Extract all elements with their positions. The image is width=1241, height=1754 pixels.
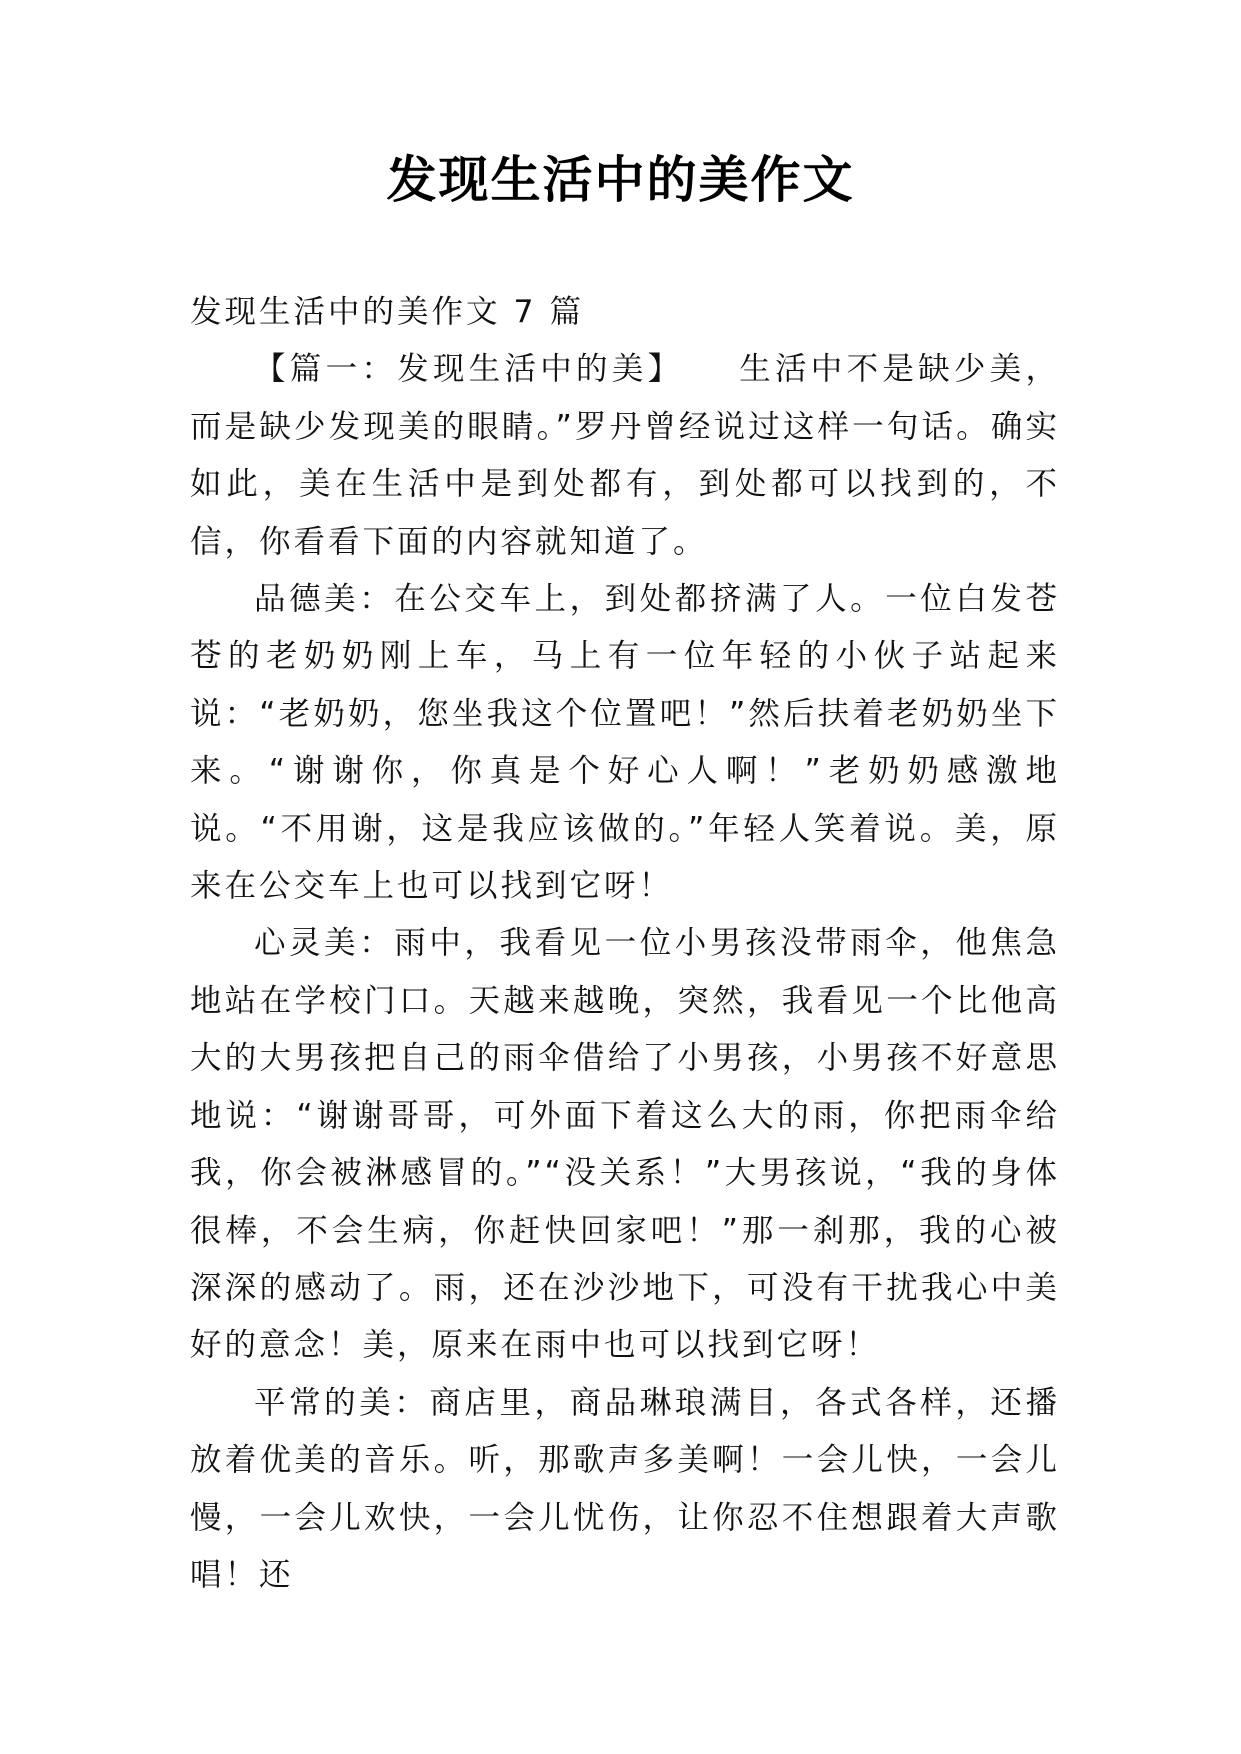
paragraph-4: 平常的美：商店里，商品琳琅满目，各式各样，还播放着优美的音乐。听，那歌声多美啊！一会儿快，一会儿慢，一会儿欢快，一会儿忧伤，让你忍不住想跟着大声歌唱！还	[190, 1384, 1060, 1593]
paragraph-3: 心灵美：雨中，我看见一位小男孩没带雨伞，他焦急地站在学校门口。天越来越晚，突然，我看见一个比他高大的大男孩把自己的雨伞借给了小男孩，小男孩不好意思地说：“谢谢哥哥，可外面下着这么大的雨，你把雨伞给我，你会被淋感冒的。”“没关系！”大男孩说，“我的身体很棒，不会生病，你赶快回家吧！”那一刹那，我的心被深深的感动了。雨，还在沙沙地下，可没有干扰我心中美好的意念！美，原来在雨中也可以找到它呀！	[190, 925, 1060, 1364]
document-subtitle: 发现生活中的美作文 7 篇	[190, 294, 585, 330]
document-title: 发现生活中的美作文	[386, 150, 855, 209]
paragraph-1: 【篇一：发现生活中的美】 生活中不是缺少美，而是缺少发现美的眼睛。”罗丹曾经说过这样一句话。确实如此，美在生活中是到处都有，到处都可以找到的，不信，你看看下面的内容就知道了。	[190, 351, 1060, 560]
document-body	[190, 284, 1060, 1604]
paragraph-2: 品德美：在公交车上，到处都挤满了人。一位白发苍苍的老奶奶刚上车，马上有一位年轻的小伙子站起来说：“老奶奶，您坐我这个位置吧！”然后扶着老奶奶坐下来。“谢谢你，你真是个好心人啊！”老奶奶感激地说。“不用谢，这是我应该做的。”年轻人笑着说。美，原来在公交车上也可以找到它呀！	[190, 581, 1060, 905]
